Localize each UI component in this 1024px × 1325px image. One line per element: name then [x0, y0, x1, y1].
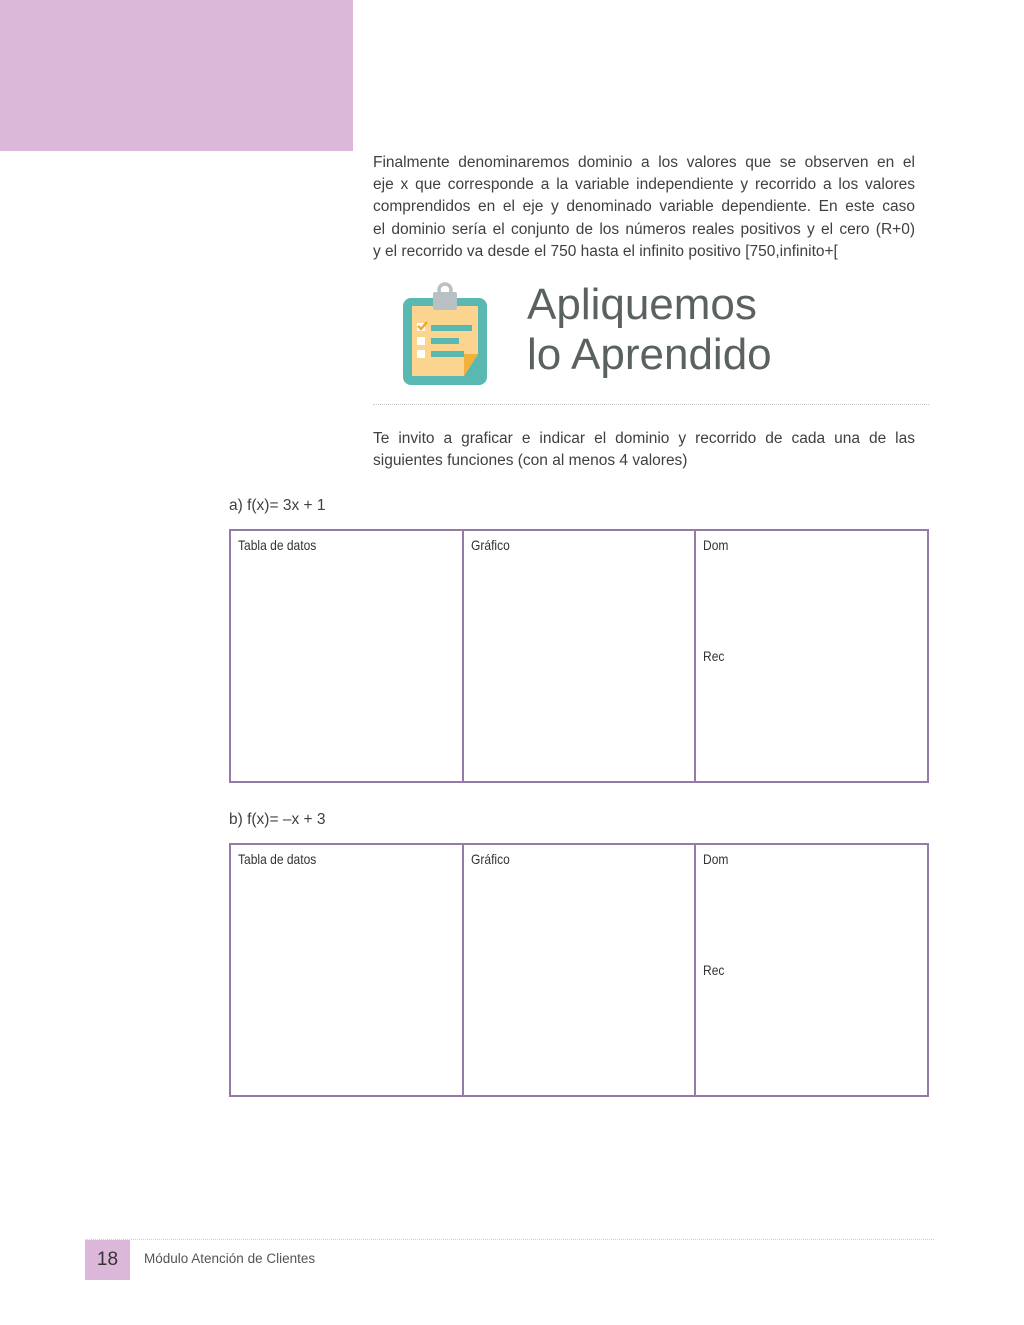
domain-label: Dom — [703, 851, 729, 867]
exercise-b-label: b) f(x)= –x + 3 — [229, 811, 326, 828]
exercise-a-table — [229, 529, 929, 783]
footer-divider — [85, 1239, 934, 1240]
graph-label: Gráfico — [470, 851, 510, 867]
instruction-line: Te invito a graficar e indicar el dominio y recorrido de cada una de las — [373, 430, 915, 447]
intro-line: eje x que corresponde a la variable independiente y recorrido a los valores — [373, 176, 915, 194]
page-number: 18 — [85, 1240, 130, 1280]
range-label: Rec — [703, 962, 725, 978]
heading-line-1: Apliquemos — [527, 280, 757, 329]
graph-cell[interactable] — [463, 844, 696, 1096]
intro-line: y el recorrido va desde el 750 hasta el infinito positivo [750,infinito+[ — [373, 242, 838, 260]
data-table-cell[interactable] — [230, 844, 463, 1096]
exercise-b-table — [229, 843, 929, 1097]
data-table-label: Tabla de datos — [238, 537, 317, 553]
data-table-cell[interactable] — [230, 530, 463, 782]
domain-range-cell[interactable] — [695, 844, 928, 1096]
instruction-paragraph — [373, 428, 915, 472]
corner-accent-block — [0, 0, 353, 151]
range-label: Rec — [703, 648, 725, 664]
domain-label: Dom — [703, 537, 729, 553]
exercise-a-label: a) f(x)= 3x + 1 — [229, 497, 326, 514]
instruction-line: siguientes funciones (con al menos 4 valores) — [373, 452, 688, 470]
graph-cell[interactable] — [463, 530, 696, 782]
data-table-label: Tabla de datos — [238, 851, 317, 867]
domain-range-cell[interactable] — [695, 530, 928, 782]
intro-line: el dominio sería el conjunto de los números reales positivos y el cero (R+0) — [373, 220, 915, 238]
graph-label: Gráfico — [470, 537, 510, 553]
section-heading — [527, 280, 772, 380]
clipboard-checklist-icon — [402, 282, 488, 386]
heading-line-2: lo Aprendido — [527, 330, 772, 379]
intro-line: Finalmente denominaremos dominio a los valores que se observen en el — [373, 154, 915, 171]
intro-line: comprendidos en el eje y denominado variable dependiente. En este caso — [373, 198, 915, 216]
section-divider — [373, 404, 929, 405]
footer-title: Módulo Atención de Clientes — [144, 1251, 316, 1266]
intro-paragraph — [373, 152, 915, 263]
